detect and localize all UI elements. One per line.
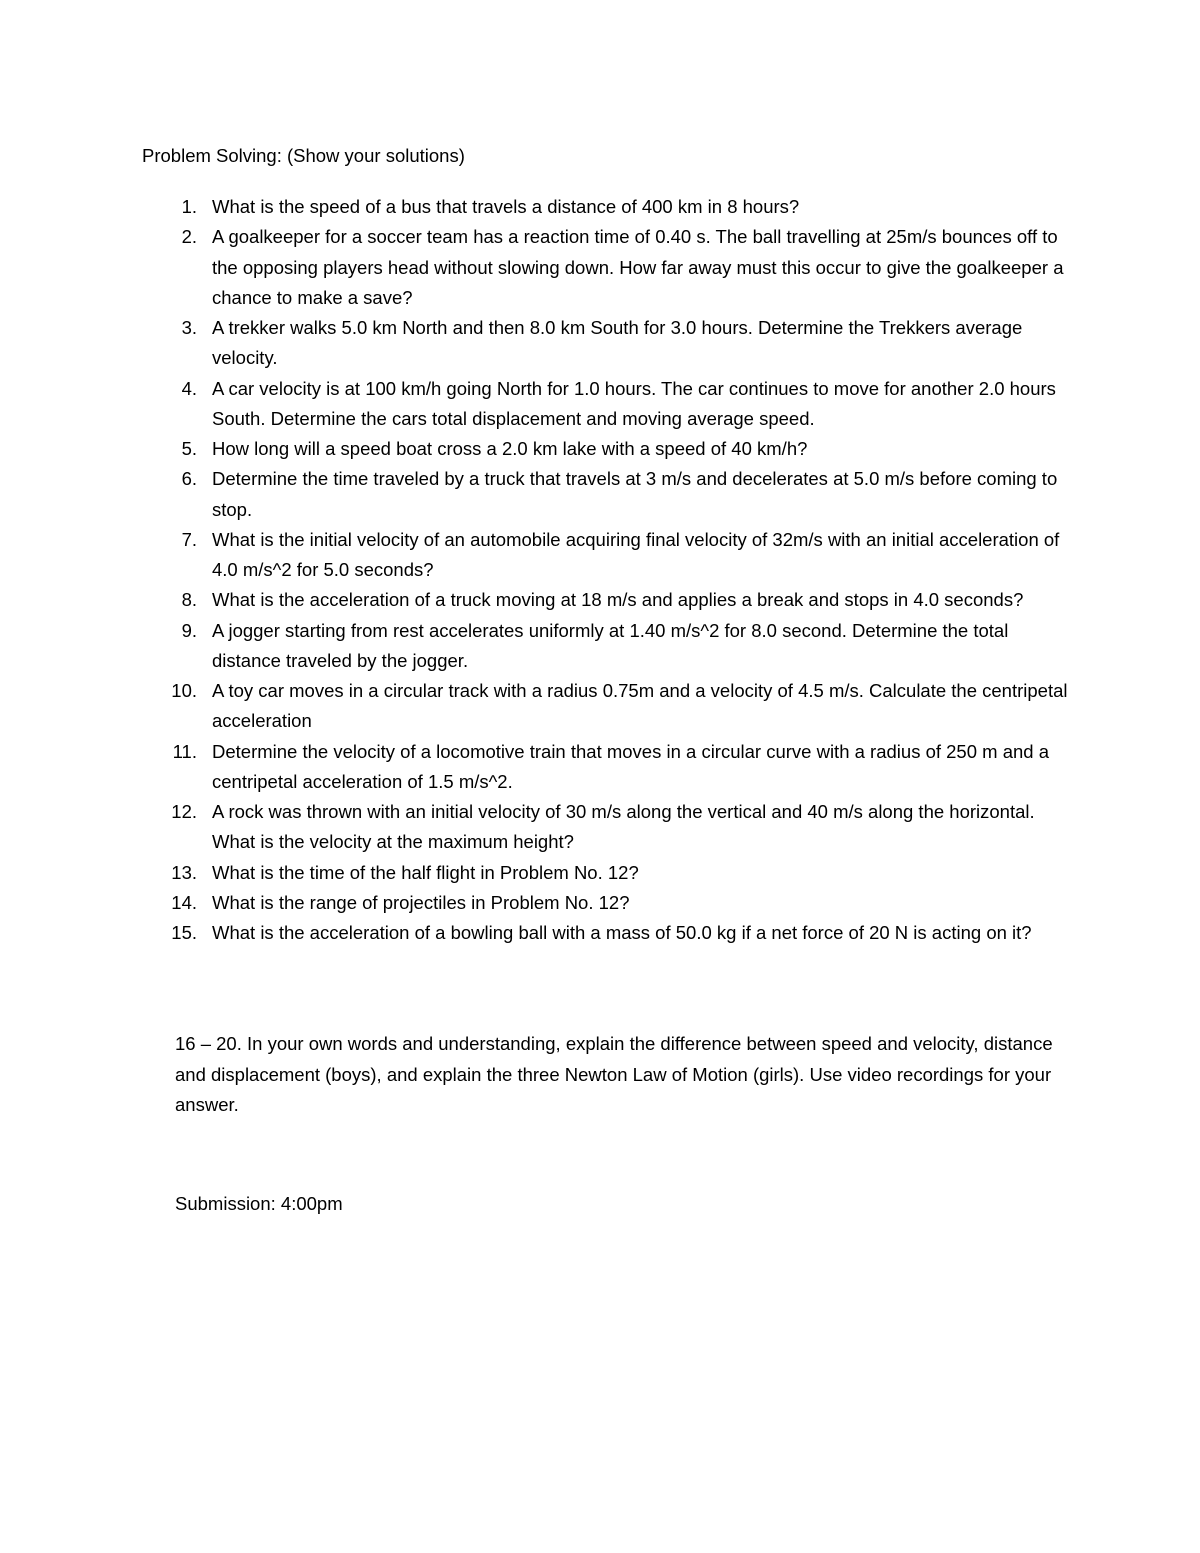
problem-item — [142, 192, 1072, 222]
problem-number: 7. — [181, 528, 197, 550]
problem-number: 3. — [181, 317, 197, 338]
problem-list — [142, 192, 1072, 948]
problem-text: What is the initial velocity of an automobile acquiring final velocity of 32m/s with an initial acceleration of 4.0 m/s^2 for 5.0 seconds? — [212, 528, 1060, 580]
problem-text: What is the acceleration of a truck moving at 18 m/s and applies a break and stops in 4.0 seconds? — [212, 589, 1024, 611]
problem-number: 5. — [181, 438, 197, 459]
problem-item — [142, 434, 1072, 464]
problem-number: 13. — [171, 861, 197, 883]
problem-number: 9. — [181, 619, 197, 641]
problem-number: 10. — [171, 680, 197, 701]
problem-item — [142, 313, 1072, 374]
problem-text: What is the range of projectiles in Problem No. 12? — [212, 891, 630, 913]
problem-number: 12. — [171, 801, 197, 822]
problem-number: 1. — [181, 196, 197, 217]
problem-text: Determine the time traveled by a truck that travels at 3 m/s and decelerates at 5.0 m/s before coming to stop. — [212, 468, 1058, 520]
problem-item — [142, 616, 1072, 677]
problem-item — [142, 676, 1072, 737]
problem-item — [142, 585, 1072, 615]
problem-text: Determine the velocity of a locomotive train that moves in a circular curve with a radius of 250 m and a centripetal acceleration of 1.5 m/s^2. — [212, 740, 1049, 792]
problem-item — [142, 464, 1072, 525]
problem-number: 14. — [171, 891, 197, 913]
problem-text: What is the speed of a bus that travels a distance of 400 km in 8 hours? — [212, 196, 800, 217]
problem-text: A car velocity is at 100 km/h going North for 1.0 hours. The car continues to move for another 2.0 hours South. Determine the cars total displacement and moving average speed. — [212, 377, 1056, 429]
problem-text: What is the time of the half flight in Problem No. 12? — [212, 861, 639, 883]
problem-text: A goalkeeper for a soccer team has a reaction time of 0.40 s. The ball travelling at 25m/s bounces off to the opposing players head without slowing down. How far away must this occur to give the goalkeeper a chance to make a save? — [212, 226, 1064, 308]
problem-item — [142, 374, 1072, 435]
problem-text: How long will a speed boat cross a 2.0 km lake with a speed of 40 km/h? — [212, 438, 808, 459]
problem-item — [142, 222, 1072, 313]
problem-item — [142, 918, 1072, 948]
submission-deadline: Submission: 4:00pm — [175, 1193, 343, 1214]
problem-number: 8. — [181, 589, 197, 611]
problem-item — [142, 797, 1072, 858]
problem-item — [142, 737, 1072, 798]
problem-text: A trekker walks 5.0 km North and then 8.0 km South for 3.0 hours. Determine the Trekkers average velocity. — [212, 317, 1023, 369]
problem-item — [142, 525, 1072, 586]
problem-number: 11. — [172, 740, 197, 762]
problem-number: 15. — [171, 922, 197, 943]
essay-instruction: 16 – 20. In your own words and understanding, explain the difference between speed and velocity, distance and displacement (boys), and explain the three Newton Law of Motion (girls). Use video recordings for your answer. — [175, 1033, 1053, 1115]
problem-text: What is the acceleration of a bowling ball with a mass of 50.0 kg if a net force of 20 N is acting on it? — [212, 922, 1032, 943]
problem-item — [142, 888, 1072, 918]
problem-number: 6. — [181, 468, 197, 490]
problem-text: A toy car moves in a circular track with a radius 0.75m and a velocity of 4.5 m/s. Calculate the centripetal acceleration — [212, 680, 1068, 732]
problem-text: A rock was thrown with an initial velocity of 30 m/s along the vertical and 40 m/s along the horizontal. What is the velocity at the maximum height? — [212, 801, 1035, 853]
problem-text: A jogger starting from rest accelerates uniformly at 1.40 m/s^2 for 8.0 second. Determine the total distance traveled by the jogger. — [212, 619, 1009, 671]
problem-number: 2. — [181, 226, 197, 248]
problem-item — [142, 858, 1072, 888]
document-heading: Problem Solving: (Show your solutions) — [142, 145, 465, 166]
problem-number: 4. — [181, 377, 197, 399]
